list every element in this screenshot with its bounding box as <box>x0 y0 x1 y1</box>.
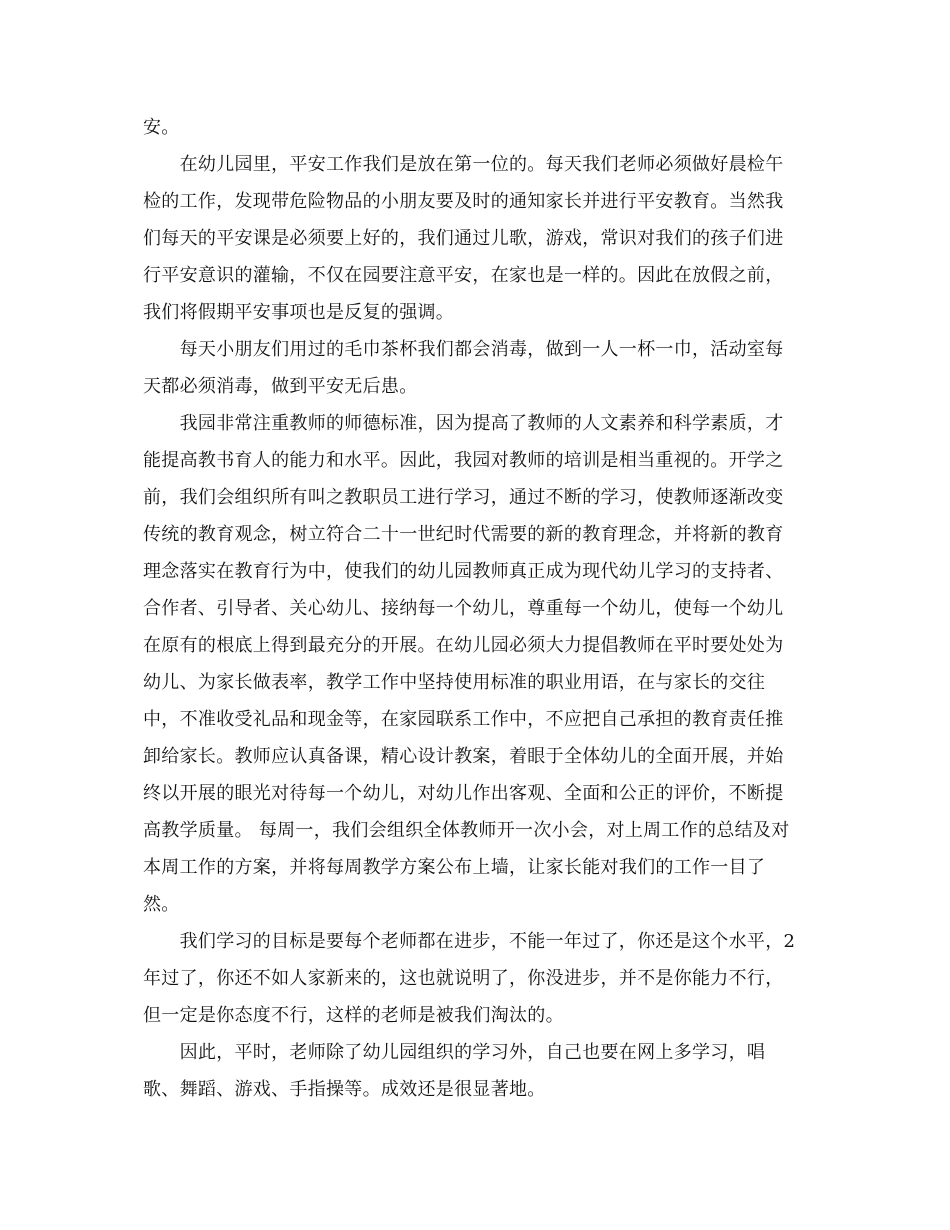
text-line: 本周工作的方案，并将每周教学方案公布上墙，让家长能对我们的工作一目了 <box>143 857 766 878</box>
text-line: 幼儿、为家长做表率，教学工作中坚持使用标准的职业用语，在与家长的交往 <box>143 672 766 693</box>
text-line: 因此，平时，老师除了幼儿园组织的学习外，自己也要在网上多学习，唱 <box>143 1042 766 1063</box>
text-line: 安。 <box>143 117 180 138</box>
text-line: 前，我们会组织所有叫之教职员工进行学习，通过不断的学习，使教师逐渐改变 <box>143 487 784 508</box>
text-line: 我园非常注重教师的师德标准，因为提高了教师的人文素养和科学素质，才 <box>143 413 784 434</box>
text-line: 卸给家长。教师应认真备课，精心设计教案，着眼于全体幼儿的全面开展，并始 <box>143 746 784 767</box>
text-line: 然。 <box>143 894 180 915</box>
text-line: 能提高教书育人的能力和水平。因此，我园对教师的培训是相当重视的。开学之 <box>143 450 784 471</box>
text-line: 我们将假期平安事项也是反复的强调。 <box>143 302 455 323</box>
text-line: 中，不准收受礼品和现金等，在家园联系工作中，不应把自己承担的教育责任推 <box>143 709 784 730</box>
text-line: 歌、舞蹈、游戏、手指操等。成效还是很显著地。 <box>143 1079 546 1100</box>
text-line: 每天小朋友们用过的毛巾茶杯我们都会消毒，做到一人一杯一巾，活动室每 <box>143 339 784 360</box>
text-line: 检的工作，发现带危险物品的小朋友要及时的通知家长并进行平安教育。当然我 <box>143 191 784 212</box>
text-line: 我们学习的目标是要每个老师都在进步，不能一年过了，你还是这个水平，2 <box>143 931 796 952</box>
text-line: 高教学质量。 每周一，我们会组织全体教师开一次小会，对上周工作的总结及对 <box>143 820 790 841</box>
text-line: 传统的教育观念，树立符合二十一世纪时代需要的新的教育理念，并将新的教育 <box>143 524 784 545</box>
text-line: 天都必须消毒，做到平安无后患。 <box>143 376 418 397</box>
text-line: 年过了，你还不如人家新来的，这也就说明了，你没进步，并不是你能力不行， <box>143 968 784 989</box>
text-line: 合作者、引导者、关心幼儿、接纳每一个幼儿，尊重每一个幼儿，使每一个幼儿 <box>143 598 784 619</box>
text-line: 在原有的根底上得到最充分的开展。在幼儿园必须大力提倡教师在平时要处处为 <box>143 635 784 656</box>
text-line: 终以开展的眼光对待每一个幼儿，对幼儿作出客观、全面和公正的评价，不断提 <box>143 783 784 804</box>
text-line: 理念落实在教育行为中，使我们的幼儿园教师真正成为现代幼儿学习的支持者、 <box>143 561 784 582</box>
text-line: 行平安意识的灌输，不仅在园要注意平安，在家也是一样的。因此在放假之前， <box>143 265 784 286</box>
text-line: 但一定是你态度不行，这样的老师是被我们淘汰的。 <box>143 1005 564 1026</box>
text-line: 们每天的平安课是必须要上好的，我们通过儿歌，游戏，常识对我们的孩子们进 <box>143 228 784 249</box>
text-line: 在幼儿园里，平安工作我们是放在第一位的。每天我们老师必须做好晨检午 <box>143 154 784 175</box>
